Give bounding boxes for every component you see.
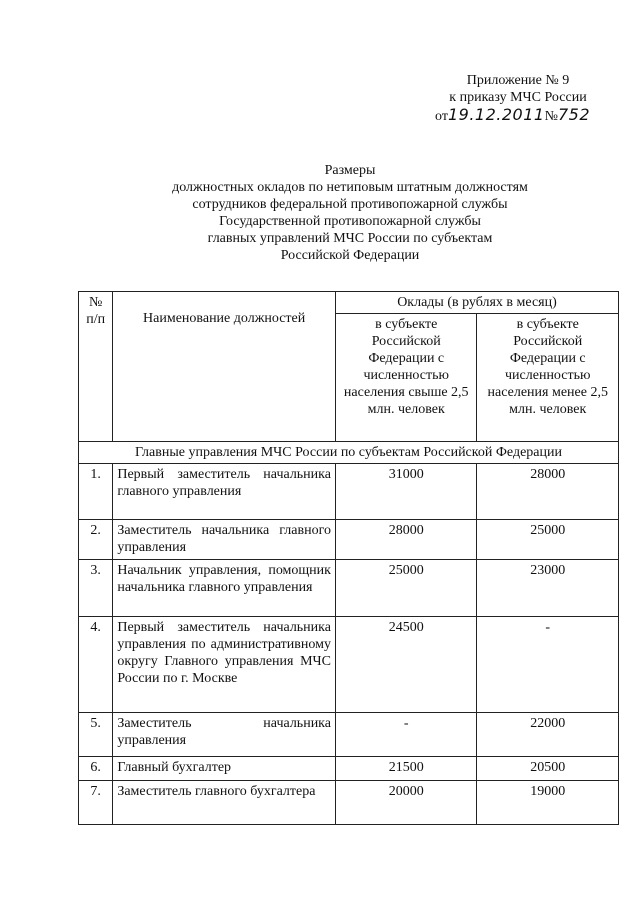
number-prefix: № bbox=[544, 109, 558, 124]
row-salary-over: 28000 bbox=[335, 520, 477, 560]
title-line: Государственной противопожарной службы bbox=[219, 214, 481, 229]
header-col-over: в субъекте Российской Федерации с численностью населения свыше 2,5 млн. человек bbox=[335, 314, 477, 442]
section-row bbox=[79, 442, 619, 464]
row-salary-over: 25000 bbox=[335, 560, 477, 617]
row-position: Главный бухгалтер bbox=[113, 757, 336, 781]
row-salary-over: - bbox=[335, 713, 477, 757]
table-row bbox=[79, 560, 619, 617]
title-line: сотрудников федеральной противопожарной службы bbox=[192, 197, 508, 212]
title-line: главных управлений МЧС России по субъектам bbox=[207, 231, 493, 246]
title-line: должностных окладов по нетиповым штатным должностям bbox=[172, 180, 528, 195]
row-salary-under: 19000 bbox=[477, 781, 619, 825]
table-row bbox=[79, 520, 619, 560]
table-row bbox=[79, 464, 619, 520]
section-title: Главные управления МЧС России по субъектам Российской Федерации bbox=[79, 442, 619, 464]
table-row bbox=[79, 757, 619, 781]
header-name: Наименование должностей bbox=[113, 292, 336, 442]
row-salary-under: 28000 bbox=[477, 464, 619, 520]
document-title bbox=[80, 162, 620, 264]
header-col-under: в субъекте Российской Федерации с численностью населения менее 2,5 млн. человек bbox=[477, 314, 619, 442]
row-num: 5. bbox=[79, 713, 113, 757]
row-num: 4. bbox=[79, 617, 113, 713]
row-salary-over: 31000 bbox=[335, 464, 477, 520]
table-row bbox=[79, 781, 619, 825]
row-num: 6. bbox=[79, 757, 113, 781]
row-salary-under: - bbox=[477, 617, 619, 713]
table-header-row bbox=[79, 292, 619, 314]
table-row bbox=[79, 713, 619, 757]
header-salaries: Оклады (в рублях в месяц) bbox=[335, 292, 618, 314]
row-salary-over: 20000 bbox=[335, 781, 477, 825]
salary-table bbox=[78, 291, 619, 825]
row-num: 2. bbox=[79, 520, 113, 560]
appendix-number: Приложение № 9 bbox=[466, 73, 570, 88]
row-num: 7. bbox=[79, 781, 113, 825]
row-salary-over: 24500 bbox=[335, 617, 477, 713]
row-position: Первый заместитель начальника главного управления bbox=[113, 464, 336, 520]
row-salary-under: 20500 bbox=[477, 757, 619, 781]
row-num: 3. bbox=[79, 560, 113, 617]
date-prefix: от bbox=[435, 109, 448, 124]
row-salary-under: 25000 bbox=[477, 520, 619, 560]
row-salary-under: 23000 bbox=[477, 560, 619, 617]
title-line: Размеры bbox=[324, 163, 376, 178]
table-row bbox=[79, 617, 619, 713]
appendix-order-ref: к приказу МЧС России bbox=[449, 90, 587, 105]
handwritten-date: 19.12.2011 bbox=[447, 105, 545, 124]
row-position: Заместитель начальника главного управления bbox=[113, 520, 336, 560]
row-salary-under: 22000 bbox=[477, 713, 619, 757]
row-position: Первый заместитель начальника управления по административному округу Главного управления МЧС России по г. Москве bbox=[113, 617, 336, 713]
header-num: № п/п bbox=[79, 292, 113, 442]
row-position: Начальник управления, помощник начальника главного управления bbox=[113, 560, 336, 617]
title-line: Российской Федерации bbox=[280, 248, 420, 263]
handwritten-number: 752 bbox=[557, 105, 590, 124]
row-position: Заместитель главного бухгалтера bbox=[113, 781, 336, 825]
row-position: Заместитель начальника управления bbox=[113, 713, 336, 757]
row-salary-over: 21500 bbox=[335, 757, 477, 781]
row-num: 1. bbox=[79, 464, 113, 520]
appendix-block bbox=[428, 72, 608, 123]
order-date-line bbox=[428, 106, 608, 123]
